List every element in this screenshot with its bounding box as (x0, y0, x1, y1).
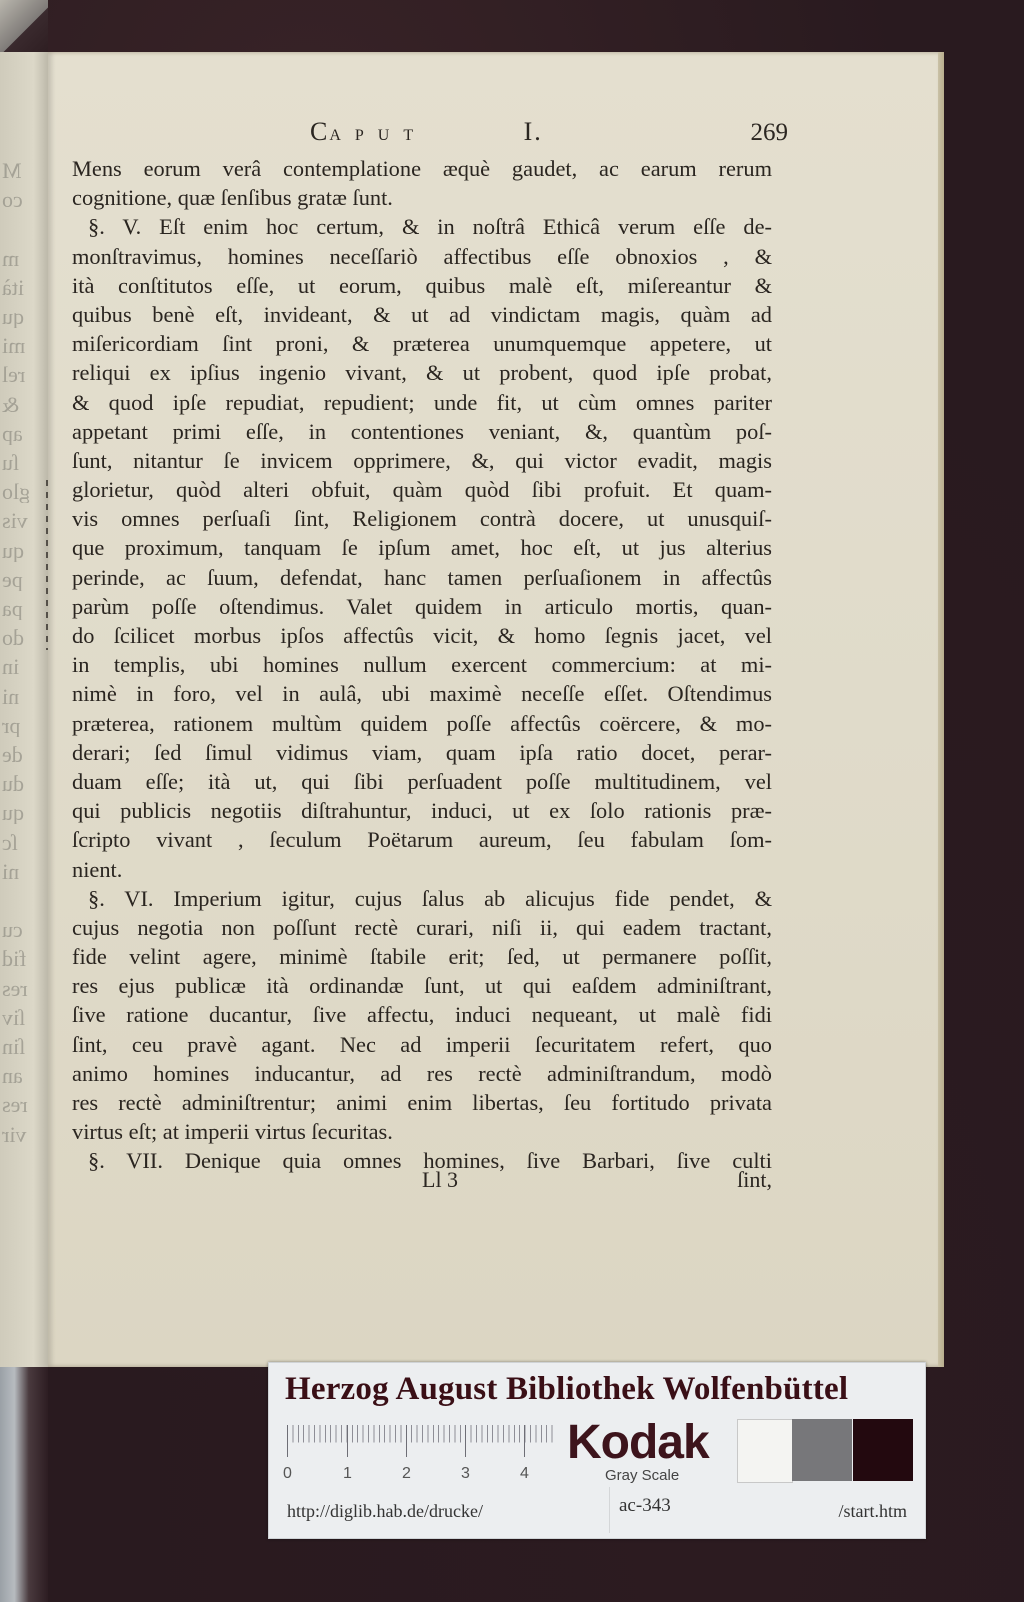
bleed-through-fragment: vis (2, 510, 28, 533)
text-line: & quod ipſe repudiat, repudient; unde fit, ut cùm omnes pariter (72, 389, 772, 415)
shelfmark: ac-343 (619, 1495, 671, 1516)
bleed-through-fragment: M (2, 160, 22, 182)
signature-mark: Ll 3 (422, 1167, 459, 1192)
text-line: appetant primi eſſe, in contentiones veniant, &, quantùm poſ- (72, 418, 772, 444)
text-line: in templis, ubi homines nullum exercent commercium: at mi- (72, 652, 772, 678)
bleed-through-fragment: in (2, 656, 20, 679)
bleed-through-fragment: qu (2, 539, 24, 562)
ruler-major-tick (406, 1425, 407, 1457)
bleed-through-fragment: fid (2, 948, 27, 971)
text-line: vis omnes perſuaſi ſint, Religionem contrà docere, ut unusquiſ- (72, 506, 772, 532)
ruler-label: 3 (461, 1465, 470, 1482)
book-edge-bottom (0, 1367, 48, 1602)
bleed-through-fragment: du (2, 773, 24, 796)
text-line: §. VII. Denique quia omnes homines, ſive Barbari, ſive culti (88, 1148, 772, 1174)
swatch-white (737, 1419, 793, 1483)
chapter-title (310, 117, 543, 147)
running-head (48, 117, 944, 157)
kodak-logo: Kodak (567, 1416, 709, 1469)
bleed-through-fragment: cu (2, 919, 23, 942)
ruler-major-tick (465, 1425, 466, 1457)
chapter-title-rest: APUT (329, 127, 428, 144)
text-line: perinde, ac ſuum, defendat, hanc tamen perſuaſionem in affectûs (72, 564, 772, 590)
text-line: cognitione, quæ ſenſibus gratæ ſunt. (72, 185, 393, 211)
swatch-gray (792, 1419, 852, 1481)
bleed-through-fragment: an (2, 1065, 23, 1088)
bleed-through-fragment: vir (2, 1123, 27, 1146)
text-line: animo homines inducantur, ad res rectè adminiſtrandum, modò (72, 1060, 772, 1086)
bleed-through-fragment: ni (2, 685, 20, 708)
text-line: §. V. Eſt enim hoc certum, & in noſtrâ Ethicâ verum eſſe de- (88, 214, 772, 240)
text-line: ſunt, nitantur ſe invicem opprimere, &, qui victor evadit, magis (72, 447, 772, 473)
bleed-through-fragment: pr (2, 714, 21, 737)
ruler-label: 0 (283, 1465, 292, 1482)
bleed-through-fragment: de (2, 744, 23, 766)
text-line: cujus negotia non poſſunt rectè curari, niſi ii, qui eadem tractant, (72, 914, 772, 940)
bleed-through-fragment: do (2, 627, 24, 650)
text-line: do ſcilicet morbus ipſos affectûs vicit, & homo ſegnis jacet, vel (72, 623, 772, 648)
bleed-through-fragment: ità (2, 276, 24, 299)
bleed-through-fragment: ſc (2, 831, 18, 854)
text-line: ſcripto vivant , ſeculum Poëtarum aureum, ſeu fabulam ſom- (72, 827, 772, 853)
ruler-label: 2 (402, 1465, 411, 1482)
text-line: glorietur, quòd alteri obfuit, quàm quòd ſibi profuit. Et quam- (72, 477, 772, 503)
text-line: ità conſtitutos eſſe, ut eorum, quibus malè eſt, miſereantur & (72, 272, 772, 298)
page-fore-edge (938, 52, 944, 1367)
bleed-through-fragment: ni (2, 860, 20, 883)
bleed-through-fragment: glo (2, 481, 31, 504)
body-text (72, 154, 772, 1176)
text-line: ſint, ceu pravè agant. Nec ad imperii ſecuritatem refert, quo (72, 1031, 772, 1057)
kodak-color-card (268, 1362, 926, 1539)
bleed-through-fragment: pe (2, 568, 23, 591)
bleed-through-fragment: ſu (2, 452, 20, 474)
swatch-black (853, 1419, 913, 1481)
text-line: duam eſſe; ità ut, qui ſibi perſuadent poſſe multitudinem, vel (72, 768, 772, 794)
text-line: nient. (72, 856, 123, 882)
page-footer (72, 1167, 772, 1197)
text-line: qui publicis negotiis diſtrahuntur, induci, ut ex ſolo rationis præ- (72, 798, 772, 824)
ruler-major-tick (347, 1425, 348, 1457)
url-suffix: /start.htm (838, 1501, 907, 1521)
text-line: virtus eſt; at imperii virtus ſecuritas. (72, 1119, 393, 1145)
ruler-label: 4 (520, 1465, 529, 1482)
bleed-through-fragment: ſiv (2, 1006, 26, 1029)
text-line: derari; ſed ſimul vidimus viam, quam ipſa ratio docet, perar- (72, 739, 772, 765)
bleed-through-fragment: mi (2, 335, 26, 358)
bleed-through-fragment: qu (2, 306, 24, 328)
bleed-through-fragment: res (2, 1094, 28, 1117)
catchword: ſint, (737, 1167, 772, 1192)
text-line: reliqui ex ipſius ingenio vivant, & ut probent, quod ipſe probat, (72, 360, 772, 386)
text-line: fide velint agere, minimè ſtabile erit; ſed, ut permanere poſſit, (72, 944, 772, 970)
text-line: Mens eorum verâ contemplatione æquè gaudet, ac earum rerum (72, 156, 772, 181)
ruler-icon (287, 1425, 557, 1457)
bleed-through-fragment: pa (2, 598, 23, 620)
text-line: quibus benè eſt, invideant, & ut ad vindictam magis, quàm ad (72, 301, 772, 327)
gray-scale-label: Gray Scale (605, 1467, 680, 1484)
text-line: monſtravimus, homines neceſſariò affectibus eſſe obnoxios , & (72, 243, 772, 269)
ruler-major-tick (524, 1425, 525, 1457)
text-line: præterea, rationem multùm quidem poſſe affectûs coërcere, & mo- (72, 710, 772, 736)
text-line: res rectè adminiſtrentur; animi enim libertas, ſeu fortitudo privata (72, 1090, 772, 1115)
card-divider (609, 1487, 610, 1533)
bleed-through-fragment: & (2, 393, 20, 416)
book-page (48, 52, 944, 1367)
text-line: que proximum, tanquam ſe ipſum amet, hoc eſt, ut jus alterius (72, 535, 772, 561)
book-corner-shadow (0, 0, 48, 52)
chapter-numeral: I. (523, 117, 543, 146)
bleed-through-fragment: m (2, 247, 20, 270)
bleed-through-fragment: res (2, 977, 28, 1000)
bleed-through-fragment: co (2, 189, 23, 212)
ruler-major-tick (287, 1425, 288, 1457)
text-line: §. VI. Imperium igitur, cujus ſalus ab alicujus fide pendet, & (88, 885, 772, 911)
text-line: miſericordiam ſint proni, & præterea unumquemque appetere, ut (72, 331, 772, 357)
text-line: res ejus publicæ ità ordinandæ ſunt, ut qui eaſdem adminiſtrant, (72, 973, 772, 999)
text-line: parùm poſſe oſtendimus. Valet quidem in articulo mortis, quan- (72, 593, 772, 619)
text-line: ſive ratione ducantur, ſive affectu, induci nequeant, ut malè fidi (72, 1002, 772, 1028)
bleed-through-fragment: ſin (2, 1036, 26, 1058)
chapter-title-initial: C (310, 117, 330, 146)
bleed-through-fragment: rel (2, 364, 26, 387)
bleed-through-fragment: ap (2, 422, 23, 445)
facing-page-sliver (0, 52, 48, 1367)
page-number: 269 (750, 119, 788, 146)
library-name: Herzog August Bibliothek Wolfenbüttel (285, 1371, 849, 1407)
bleed-through-fragment: qu (2, 802, 24, 825)
text-line: nimè in foro, vel in aulâ, ubi maximè neceſſe eſſet. Oſtendimus (72, 681, 772, 707)
ruler-label: 1 (343, 1465, 352, 1482)
url-prefix: http://diglib.hab.de/drucke/ (287, 1501, 483, 1521)
